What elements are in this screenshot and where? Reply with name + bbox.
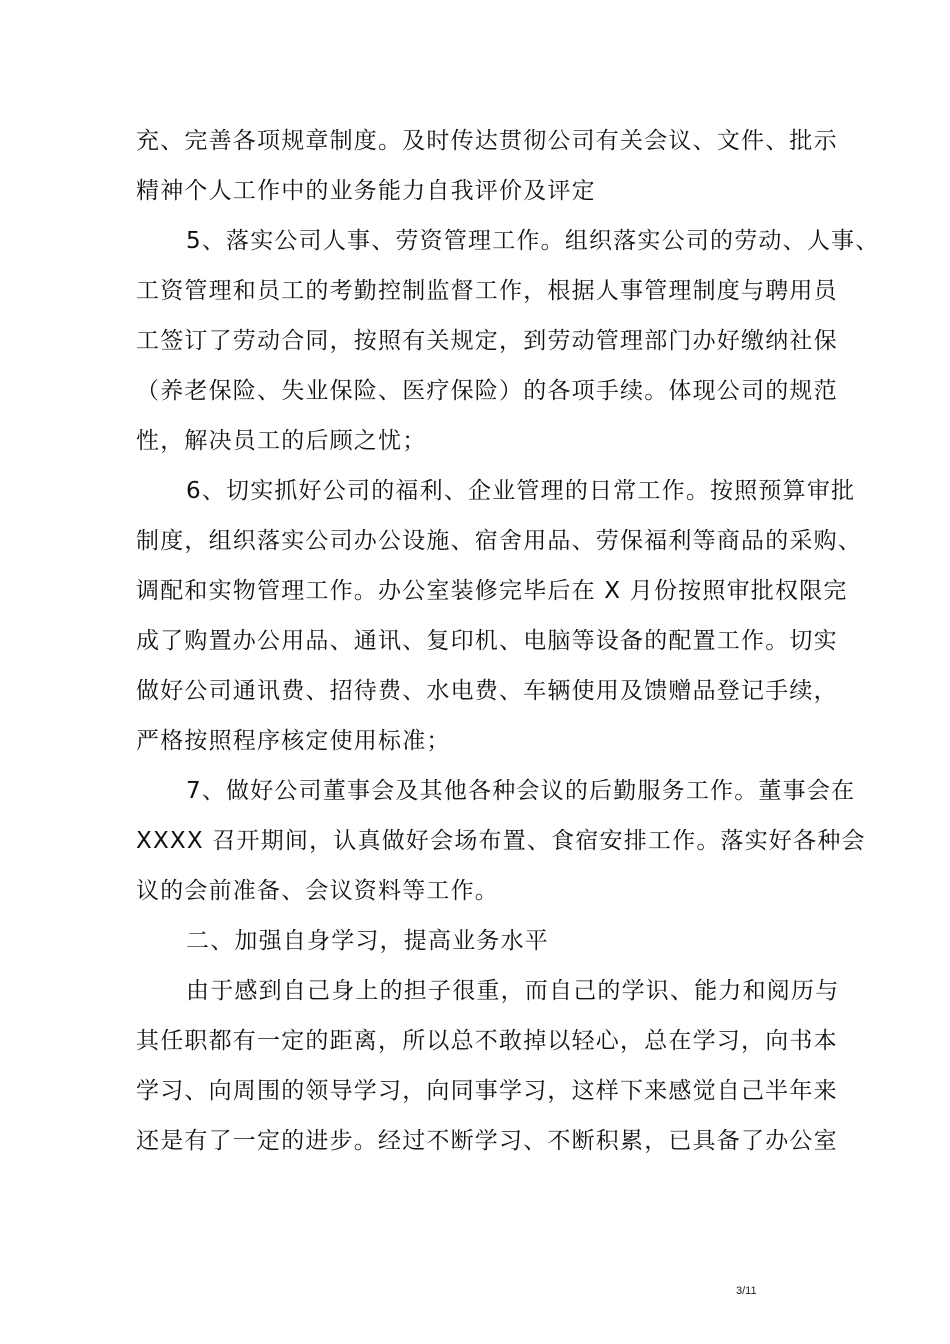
- text-line: 还是有了一定的进步。经过不断学习、不断积累，已具备了办公室: [136, 1128, 838, 1154]
- text-line: 5、落实公司人事、劳资管理工作。组织落实公司的劳动、人事、: [186, 228, 880, 254]
- text-line: 性，解决员工的后顾之忧；: [136, 428, 427, 454]
- text-line: XXXX 召开期间，认真做好会场布置、食宿安排工作。落实好各种会: [136, 828, 866, 854]
- text-line: 7、做好公司董事会及其他各种会议的后勤服务工作。董事会在: [186, 778, 856, 804]
- text-line: 工签订了劳动合同，按照有关规定，到劳动管理部门办好缴纳社保: [136, 328, 838, 354]
- text-line: 由于感到自己身上的担子很重，而自己的学识、能力和阅历与: [186, 978, 840, 1004]
- text-line: 调配和实物管理工作。办公室装修完毕后在 X 月份按照审批权限完: [136, 578, 848, 604]
- text-line: （养老保险、失业保险、医疗保险）的各项手续。体现公司的规范: [136, 378, 838, 404]
- text-line: 其任职都有一定的距离，所以总不敢掉以轻心，总在学习，向书本: [136, 1028, 838, 1054]
- text-line: 严格按照程序核定使用标准；: [136, 728, 451, 754]
- section-heading: 二、加强自身学习，提高业务水平: [186, 928, 549, 954]
- text-line: 精神个人工作中的业务能力自我评价及评定: [136, 178, 596, 204]
- page-number: 3/11: [736, 1285, 757, 1297]
- text-line: 6、切实抓好公司的福利、企业管理的日常工作。按照预算审批: [186, 478, 856, 504]
- text-line: 制度，组织落实公司办公设施、宿舍用品、劳保福利等商品的采购、: [136, 528, 862, 554]
- text-line: 充、完善各项规章制度。及时传达贯彻公司有关会议、文件、批示: [136, 128, 838, 154]
- text-line: 做好公司通讯费、招待费、水电费、车辆使用及馈赠品登记手续，: [136, 678, 838, 704]
- text-line: 学习、向周围的领导学习，向同事学习，这样下来感觉自己半年来: [136, 1078, 838, 1104]
- text-line: 成了购置办公用品、通讯、复印机、电脑等设备的配置工作。切实: [136, 628, 838, 654]
- text-line: 议的会前准备、会议资料等工作。: [136, 878, 499, 904]
- text-line: 工资管理和员工的考勤控制监督工作，根据人事管理制度与聘用员: [136, 278, 838, 304]
